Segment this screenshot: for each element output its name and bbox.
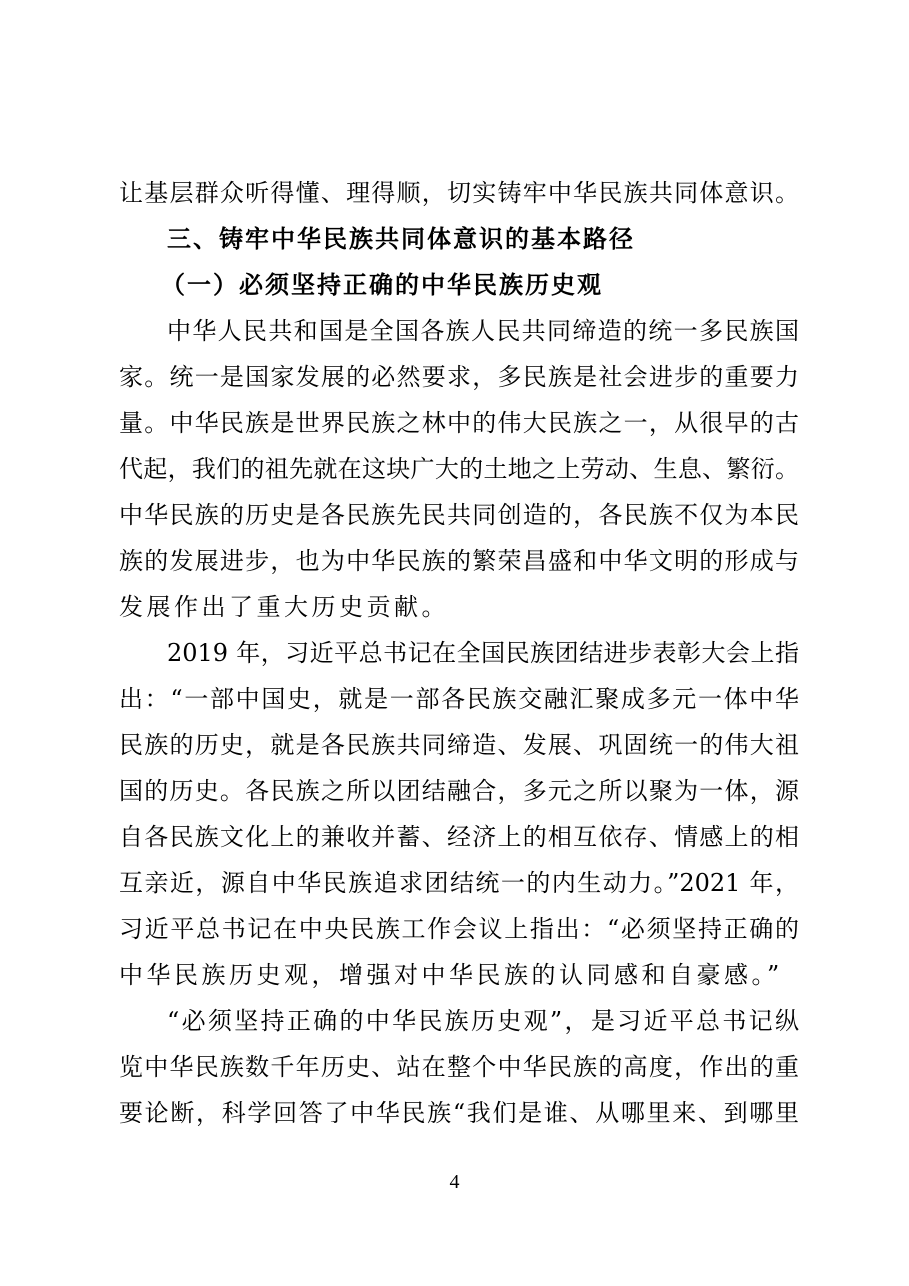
- body-line: 族的发展进步，也为中华民族的繁荣昌盛和中华文明的形成与: [119, 547, 799, 575]
- body-line: 中华民族历史观，增强对中华民族的认同感和自豪感。”: [119, 961, 783, 989]
- paragraph-first-line: 2019 年，习近平总书记在全国民族团结进步表彰大会上指: [167, 639, 799, 667]
- body-line: 互亲近，源自中华民族追求团结统一的内生动力。”2021 年，: [119, 869, 799, 897]
- body-line: 中华民族的历史是各民族先民共同创造的，各民族不仅为本民: [119, 501, 799, 529]
- section-heading: 三、铸牢中华民族共同体意识的基本路径: [167, 225, 635, 253]
- paragraph-first-line: “必须坚持正确的中华民族历史观”，是习近平总书记纵: [167, 1007, 799, 1035]
- paragraph-first-line: 中华人民共和国是全国各族人民共同缔造的统一多民族国: [167, 317, 799, 345]
- body-line: 让基层群众听得懂、理得顺，切实铸牢中华民族共同体意识。: [119, 179, 799, 207]
- body-line: 家。统一是国家发展的必然要求，多民族是社会进步的重要力: [119, 363, 799, 391]
- body-line: 国的历史。各民族之所以团结融合，多元之所以聚为一体，源: [119, 777, 799, 805]
- body-line: 代起，我们的祖先就在这块广大的土地之上劳动、生息、繁衍。: [119, 455, 799, 483]
- page-number: 4: [449, 1171, 460, 1193]
- body-line: 量。中华民族是世界民族之林中的伟大民族之一，从很早的古: [119, 409, 799, 437]
- body-line: 习近平总书记在中央民族工作会议上指出：“必须坚持正确的: [119, 915, 799, 943]
- body-line: 自各民族文化上的兼收并蓄、经济上的相互依存、情感上的相: [119, 823, 799, 851]
- body-line: 览中华民族数千年历史、站在整个中华民族的高度，作出的重: [119, 1053, 799, 1081]
- body-line: 要论断，科学回答了中华民族“我们是谁、从哪里来、到哪里: [119, 1099, 799, 1127]
- body-line: 民族的历史，就是各民族共同缔造、发展、巩固统一的伟大祖: [119, 731, 799, 759]
- body-line: 发展作出了重大历史贡献。: [119, 593, 449, 621]
- body-line: 出：“一部中国史，就是一部各民族交融汇聚成多元一体中华: [119, 685, 799, 713]
- subsection-heading: （一）必须坚持正确的中华民族历史观: [161, 271, 603, 299]
